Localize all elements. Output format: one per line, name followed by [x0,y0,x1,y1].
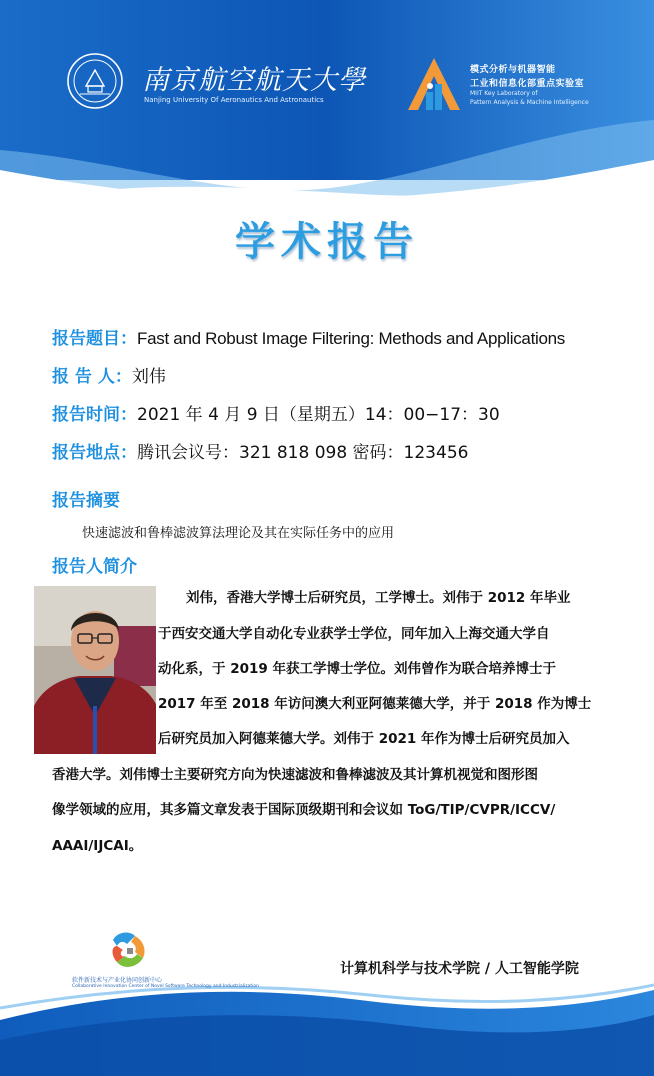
place-value: 腾讯会议号：321 818 098 密码：123456 [137,443,469,463]
topic-row [52,328,565,350]
innovation-center-name-en: Collaborative Innovation Center of Novel Software Technology and Industrialization [72,984,259,989]
topic-label: 报告题目： [52,329,137,349]
bio-line-5: 后研究员加入阿德莱德大学。刘伟于 2021 年作为博士后研究员加入 [158,731,570,747]
speaker-value: 刘伟 [131,367,166,387]
innovation-center-logo-icon [107,928,153,974]
abstract-text: 快速滤波和鲁棒滤波算法理论及其在实际任务中的应用 [82,526,395,541]
speaker-label: 报 告 人： [52,367,132,387]
time-row [52,404,500,426]
place-label: 报告地点： [52,443,137,463]
lab-logo-icon [404,54,464,112]
lab-name-en-line1: MIIT Key Laboratory of [470,90,538,97]
university-name-cn: 南京航空航天大學 [142,65,366,96]
bio-line-8: AAAI/IJCAI。 [52,838,143,854]
time-value: 2021 年 4 月 9 日（星期五）14：00−17：30 [137,405,500,425]
university-name-en: Nanjing University Of Aeronautics And Astronautics [144,96,324,104]
place-row [52,442,468,464]
nuaa-seal-icon [66,52,124,110]
poster-title: 学术报告 [235,218,419,265]
innovation-center-name: 软件新技术与产业化协同创新中心 [72,977,163,984]
bio-line-1: 刘伟，香港大学博士后研究员，工学博士。刘伟于 2012 年毕业 [186,590,571,606]
time-label: 报告时间： [52,405,137,425]
speaker-row [52,366,166,388]
bio-line-3: 动化系，于 2019 年获工学博士学位。刘伟曾作为联合培养博士于 [158,661,556,677]
bio-heading: 报告人简介 [52,557,137,577]
bio-line-2: 于西安交通大学自动化专业获学士学位，同年加入上海交通大学自 [158,626,550,642]
speaker-photo [34,586,156,754]
bio-line-7: 像学领域的应用，其多篇文章发表于国际顶级期刊和会议如 ToG/TIP/CVPR/ICCV/ [52,802,556,818]
bio-line-6: 香港大学。刘伟博士主要研究方向为快速滤波和鲁棒滤波及其计算机视觉和图形图 [52,767,538,783]
college-name: 计算机科学与技术学院 / 人工智能学院 [340,961,579,977]
bio-line-4: 2017 年至 2018 年访问澳大利亚阿德莱德大学，并于 2018 作为博士 [158,696,592,712]
abstract-heading: 报告摘要 [52,491,120,511]
lab-name-cn-line2: 工业和信息化部重点实验室 [470,79,585,89]
lab-name-en-line2: Pattern Analysis & Machine Intelligence [470,99,589,106]
lab-name-cn-line1: 模式分析与机器智能 [470,65,556,75]
topic-value: Fast and Robust Image Filtering: Methods and Applications [137,329,565,348]
